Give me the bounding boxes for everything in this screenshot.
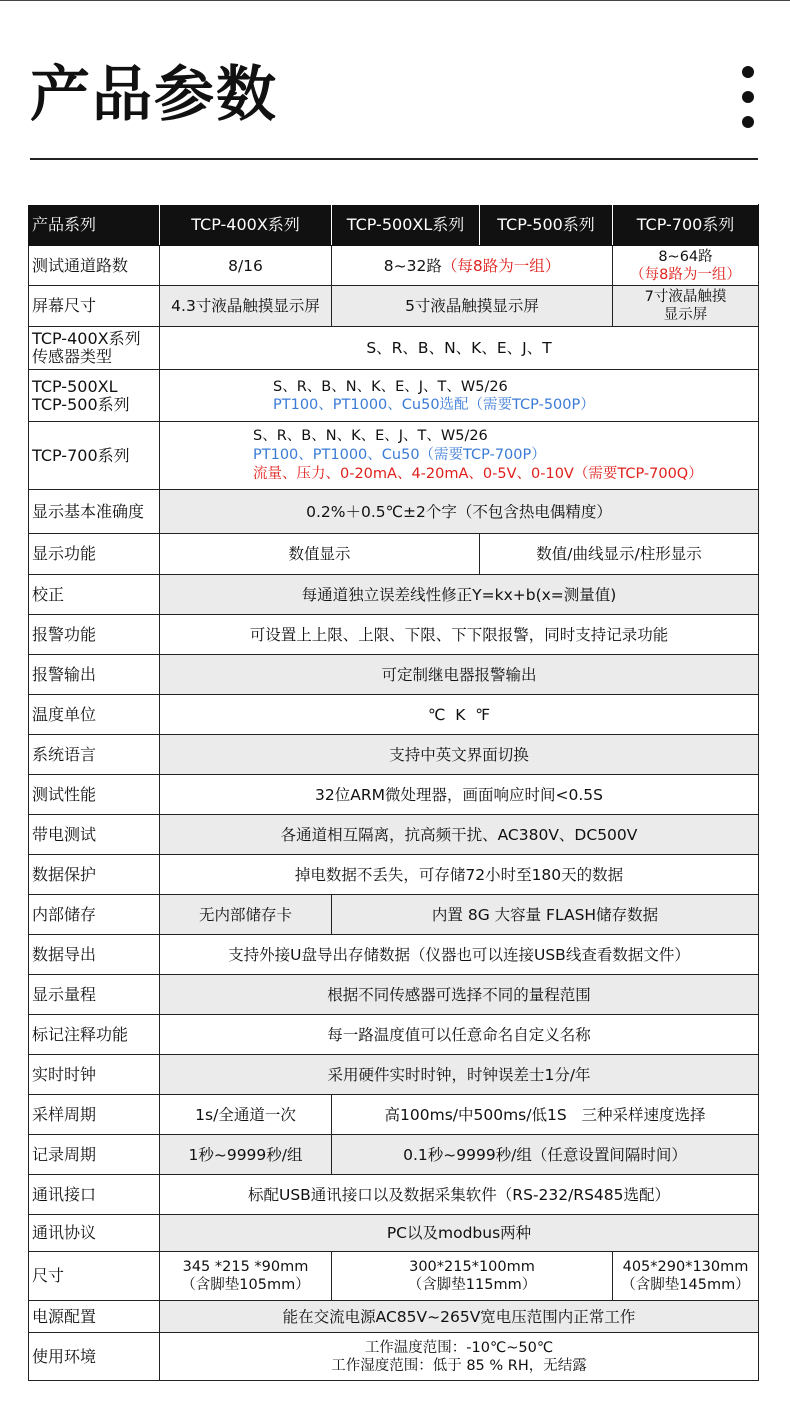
row-label: 温度单位 — [29, 695, 160, 735]
cell-value: 8~64路 （每8路为一组） — [613, 246, 759, 286]
table-row — [29, 815, 759, 855]
table-row — [29, 1015, 759, 1055]
row-label: 电源配置 — [29, 1301, 160, 1333]
cell-value: 0.2%＋0.5℃±2个字（不包含热电偶精度） — [160, 490, 759, 534]
row-label: 屏幕尺寸 — [29, 286, 160, 327]
row-label: 记录周期 — [29, 1135, 160, 1175]
row-label: 实时时钟 — [29, 1055, 160, 1095]
header-tcp700: TCP-700系列 — [613, 205, 759, 246]
table-row — [29, 1175, 759, 1215]
table-row — [29, 1301, 759, 1333]
row-label: 采样周期 — [29, 1095, 160, 1135]
cell-value: 0.1秒~9999秒/组（任意设置间隔时间） — [332, 1135, 759, 1175]
cell-value: 数值/曲线显示/柱形显示 — [480, 534, 759, 575]
table-row — [29, 975, 759, 1015]
cell-value: 数值显示 — [160, 534, 480, 575]
table-row — [29, 695, 759, 735]
cell-value: 4.3寸液晶触摸显示屏 — [160, 286, 332, 327]
header-tcp400x: TCP-400X系列 — [160, 205, 332, 246]
row-label: 报警功能 — [29, 615, 160, 655]
cell-value: 支持中英文界面切换 — [160, 735, 759, 775]
table-row — [29, 935, 759, 975]
cell-value: ℃ K ℉ — [160, 695, 759, 735]
cell-value: 5寸液晶触摸显示屏 — [332, 286, 613, 327]
table-header-row — [29, 205, 759, 246]
cell-value: 8~32路（每8路为一组） — [332, 246, 613, 286]
table-row — [29, 775, 759, 815]
row-label: 系统语言 — [29, 735, 160, 775]
cell-value: PC以及modbus两种 — [160, 1215, 759, 1252]
table-row — [29, 246, 759, 286]
row-label: TCP-500XL TCP-500系列 — [29, 370, 160, 422]
cell-value: 405*290*130mm （含脚垫145mm） — [613, 1252, 759, 1301]
cell-value: 8/16 — [160, 246, 332, 286]
cell-value: 内置 8G 大容量 FLASH储存数据 — [332, 895, 759, 935]
cell-value: S、R、B、N、K、E、J、T、W5/26 PT100、PT1000、Cu50选配（需要TCP-500P） — [160, 370, 759, 422]
table-row — [29, 895, 759, 935]
cell-value: 各通道相互隔离，抗高频干扰、AC380V、DC500V — [160, 815, 759, 855]
title-divider — [30, 158, 758, 160]
cell-value: 能在交流电源AC85V~265V宽电压范围内正常工作 — [160, 1301, 759, 1333]
table-row — [29, 286, 759, 327]
cell-value: 1s/全通道一次 — [160, 1095, 332, 1135]
row-label: 标记注释功能 — [29, 1015, 160, 1055]
cell-value: 掉电数据不丢失，可存储72小时至180天的数据 — [160, 855, 759, 895]
cell-value: 采用硬件实时时钟，时钟误差士1分/年 — [160, 1055, 759, 1095]
row-label: TCP-700系列 — [29, 422, 160, 490]
row-label: 通讯接口 — [29, 1175, 160, 1215]
cell-value: 无内部储存卡 — [160, 895, 332, 935]
table-row — [29, 855, 759, 895]
cell-value: 32位ARM微处理器，画面响应时间<0.5S — [160, 775, 759, 815]
table-row — [29, 422, 759, 490]
row-label: 测试性能 — [29, 775, 160, 815]
cell-value: S、R、B、N、K、E、J、T、W5/26 PT100、PT1000、Cu50（需要TCP-700P） 流量、压力、0-20mA、4-20mA、0-5V、0-10V（需要TCP-700Q） — [160, 422, 759, 490]
row-label: 显示功能 — [29, 534, 160, 575]
table-row — [29, 534, 759, 575]
table-row — [29, 1252, 759, 1301]
cell-value: 工作温度范围：-10℃~50℃ 工作湿度范围：低于 85 % RH，无结露 — [160, 1333, 759, 1381]
more-options-icon[interactable] — [741, 66, 755, 128]
cell-value: 345 *215 *90mm （含脚垫105mm） — [160, 1252, 332, 1301]
cell-value: 根据不同传感器可选择不同的量程范围 — [160, 975, 759, 1015]
table-row — [29, 370, 759, 422]
cell-value: 标配USB通讯接口以及数据采集软件（RS-232/RS485选配） — [160, 1175, 759, 1215]
row-label: 显示基本准确度 — [29, 490, 160, 534]
cell-value: 7寸液晶触摸 显示屏 — [613, 286, 759, 327]
top-border-line — [0, 0, 790, 1]
row-label: 显示量程 — [29, 975, 160, 1015]
table-row — [29, 1055, 759, 1095]
row-label: 数据导出 — [29, 935, 160, 975]
row-label: 测试通道路数 — [29, 246, 160, 286]
cell-value: 每一路温度值可以任意命名自定义名称 — [160, 1015, 759, 1055]
row-label: 数据保护 — [29, 855, 160, 895]
table-row — [29, 1095, 759, 1135]
row-label: 校正 — [29, 575, 160, 615]
table-row — [29, 1333, 759, 1381]
table-row — [29, 327, 759, 370]
header-series: 产品系列 — [29, 205, 160, 246]
table-row — [29, 1135, 759, 1175]
table-row — [29, 490, 759, 534]
row-label: TCP-400X系列 传感器类型 — [29, 327, 160, 370]
header-tcp500xl: TCP-500XL系列 — [332, 205, 480, 246]
row-label: 报警输出 — [29, 655, 160, 695]
cell-value: 支持外接U盘导出存储数据（仪器也可以连接USB线查看数据文件） — [160, 935, 759, 975]
row-label: 通讯协议 — [29, 1215, 160, 1252]
page-title: 产品参数 — [30, 60, 278, 130]
table-row — [29, 1215, 759, 1252]
cell-value: 可设置上上限、上限、下限、下下限报警，同时支持记录功能 — [160, 615, 759, 655]
spec-table — [28, 204, 759, 1381]
table-row — [29, 615, 759, 655]
table-row — [29, 735, 759, 775]
row-label: 尺寸 — [29, 1252, 160, 1301]
row-label: 使用环境 — [29, 1333, 160, 1381]
cell-value: S、R、B、N、K、E、J、T — [160, 327, 759, 370]
cell-value: 高100ms/中500ms/低1S 三种采样速度选择 — [332, 1095, 759, 1135]
row-label: 带电测试 — [29, 815, 160, 855]
row-label: 内部储存 — [29, 895, 160, 935]
header-tcp500: TCP-500系列 — [480, 205, 613, 246]
cell-value: 1秒~9999秒/组 — [160, 1135, 332, 1175]
table-row — [29, 655, 759, 695]
cell-value: 可定制继电器报警输出 — [160, 655, 759, 695]
table-row — [29, 575, 759, 615]
cell-value: 每通道独立误差线性修正Y=kx+b(x=测量值) — [160, 575, 759, 615]
cell-value: 300*215*100mm （含脚垫115mm） — [332, 1252, 613, 1301]
